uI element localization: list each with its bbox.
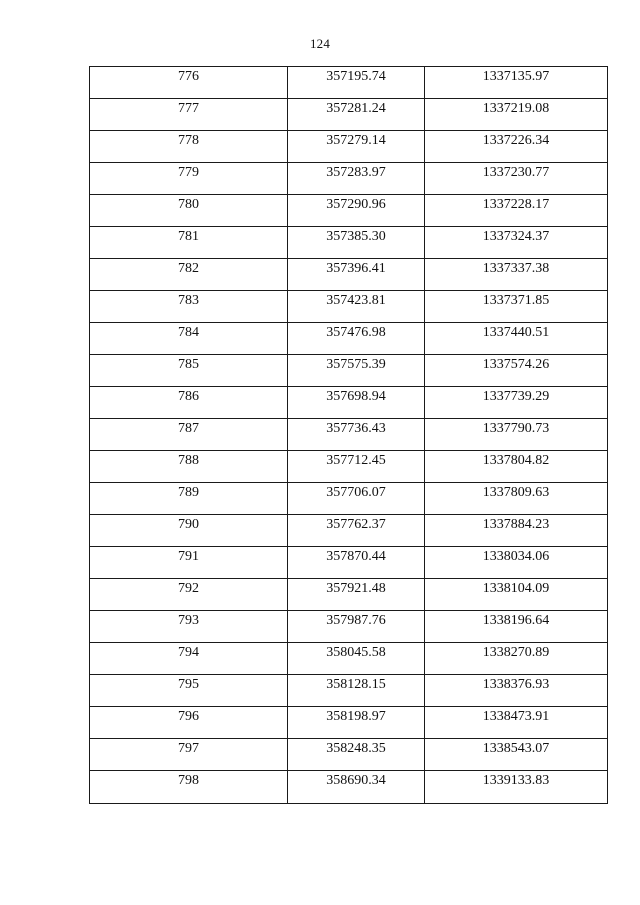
x-coordinate-cell: 357706.07 xyxy=(288,483,425,515)
y-coordinate-cell: 1338473.91 xyxy=(425,707,608,739)
x-coordinate-cell: 357423.81 xyxy=(288,291,425,323)
x-coordinate-cell: 357476.98 xyxy=(288,323,425,355)
table-row xyxy=(90,771,608,804)
table-row xyxy=(90,739,608,771)
y-coordinate-cell: 1337440.51 xyxy=(425,323,608,355)
table-row xyxy=(90,99,608,131)
x-coordinate-cell: 357870.44 xyxy=(288,547,425,579)
y-coordinate-cell: 1337228.17 xyxy=(425,195,608,227)
x-coordinate-cell: 357712.45 xyxy=(288,451,425,483)
y-coordinate-cell: 1337337.38 xyxy=(425,259,608,291)
point-number-cell: 789 xyxy=(90,483,288,515)
x-coordinate-cell: 358045.58 xyxy=(288,643,425,675)
x-coordinate-cell: 357736.43 xyxy=(288,419,425,451)
x-coordinate-cell: 357385.30 xyxy=(288,227,425,259)
y-coordinate-cell: 1337790.73 xyxy=(425,419,608,451)
point-number-cell: 787 xyxy=(90,419,288,451)
point-number-cell: 777 xyxy=(90,99,288,131)
y-coordinate-cell: 1337230.77 xyxy=(425,163,608,195)
x-coordinate-cell: 358690.34 xyxy=(288,771,425,804)
y-coordinate-cell: 1338196.64 xyxy=(425,611,608,643)
point-number-cell: 786 xyxy=(90,387,288,419)
table-row xyxy=(90,195,608,227)
point-number-cell: 782 xyxy=(90,259,288,291)
point-number-cell: 797 xyxy=(90,739,288,771)
point-number-cell: 783 xyxy=(90,291,288,323)
table-row xyxy=(90,675,608,707)
table-row xyxy=(90,451,608,483)
y-coordinate-cell: 1337809.63 xyxy=(425,483,608,515)
table-row xyxy=(90,483,608,515)
y-coordinate-cell: 1339133.83 xyxy=(425,771,608,804)
point-number-cell: 798 xyxy=(90,771,288,804)
y-coordinate-cell: 1338034.06 xyxy=(425,547,608,579)
table-body xyxy=(90,67,608,804)
y-coordinate-cell: 1338543.07 xyxy=(425,739,608,771)
y-coordinate-cell: 1337884.23 xyxy=(425,515,608,547)
point-number-cell: 792 xyxy=(90,579,288,611)
point-number-cell: 794 xyxy=(90,643,288,675)
y-coordinate-cell: 1337739.29 xyxy=(425,387,608,419)
y-coordinate-cell: 1337324.37 xyxy=(425,227,608,259)
point-number-cell: 780 xyxy=(90,195,288,227)
table-row xyxy=(90,259,608,291)
table-row xyxy=(90,419,608,451)
point-number-cell: 781 xyxy=(90,227,288,259)
page-number: 124 xyxy=(309,36,331,51)
table-row xyxy=(90,67,608,99)
point-number-cell: 796 xyxy=(90,707,288,739)
table-row xyxy=(90,579,608,611)
y-coordinate-cell: 1337371.85 xyxy=(425,291,608,323)
table-row xyxy=(90,163,608,195)
point-number-cell: 778 xyxy=(90,131,288,163)
x-coordinate-cell: 357762.37 xyxy=(288,515,425,547)
x-coordinate-cell: 358128.15 xyxy=(288,675,425,707)
point-number-cell: 791 xyxy=(90,547,288,579)
table-row xyxy=(90,707,608,739)
y-coordinate-cell: 1338270.89 xyxy=(425,643,608,675)
x-coordinate-cell: 358198.97 xyxy=(288,707,425,739)
table-row xyxy=(90,131,608,163)
y-coordinate-cell: 1338104.09 xyxy=(425,579,608,611)
x-coordinate-cell: 357575.39 xyxy=(288,355,425,387)
point-number-cell: 784 xyxy=(90,323,288,355)
coordinate-table xyxy=(89,66,608,804)
x-coordinate-cell: 357281.24 xyxy=(288,99,425,131)
y-coordinate-cell: 1337219.08 xyxy=(425,99,608,131)
table-row xyxy=(90,387,608,419)
table-row xyxy=(90,291,608,323)
x-coordinate-cell: 357195.74 xyxy=(288,67,425,99)
x-coordinate-cell: 357921.48 xyxy=(288,579,425,611)
point-number-cell: 793 xyxy=(90,611,288,643)
table-row xyxy=(90,547,608,579)
x-coordinate-cell: 357396.41 xyxy=(288,259,425,291)
x-coordinate-cell: 357987.76 xyxy=(288,611,425,643)
table-row xyxy=(90,611,608,643)
point-number-cell: 779 xyxy=(90,163,288,195)
y-coordinate-cell: 1337804.82 xyxy=(425,451,608,483)
table-row xyxy=(90,323,608,355)
x-coordinate-cell: 357283.97 xyxy=(288,163,425,195)
y-coordinate-cell: 1337574.26 xyxy=(425,355,608,387)
x-coordinate-cell: 357279.14 xyxy=(288,131,425,163)
x-coordinate-cell: 358248.35 xyxy=(288,739,425,771)
table-row xyxy=(90,515,608,547)
y-coordinate-cell: 1337135.97 xyxy=(425,67,608,99)
y-coordinate-cell: 1337226.34 xyxy=(425,131,608,163)
table-row xyxy=(90,227,608,259)
x-coordinate-cell: 357290.96 xyxy=(288,195,425,227)
point-number-cell: 788 xyxy=(90,451,288,483)
point-number-cell: 795 xyxy=(90,675,288,707)
y-coordinate-cell: 1338376.93 xyxy=(425,675,608,707)
point-number-cell: 776 xyxy=(90,67,288,99)
point-number-cell: 785 xyxy=(90,355,288,387)
point-number-cell: 790 xyxy=(90,515,288,547)
table-row xyxy=(90,355,608,387)
table-row xyxy=(90,643,608,675)
x-coordinate-cell: 357698.94 xyxy=(288,387,425,419)
